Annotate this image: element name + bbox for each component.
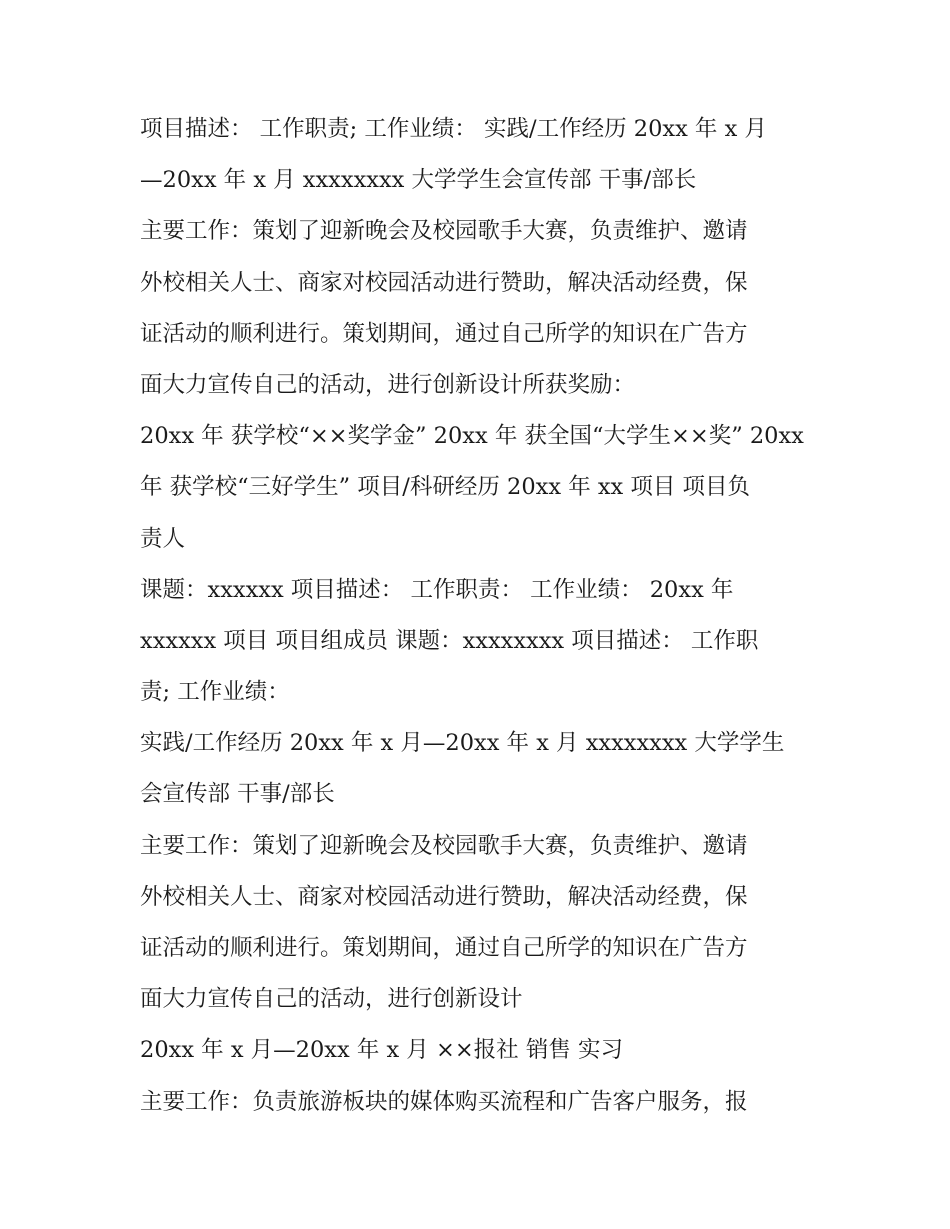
text-line: 责; 工作业绩： (140, 679, 290, 706)
text-line: 20xx 年 x 月—20xx 年 x 月 ××报社 销售 实习 (140, 1037, 623, 1064)
text-line: 面大力宣传自己的活动，进行创新设计所获奖励： (140, 371, 636, 398)
text-line: 责人 (140, 525, 186, 552)
text-line: 实践/工作经历 20xx 年 x 月—20xx 年 x 月 xxxxxxxx 大学学生 (140, 730, 785, 757)
text-line: xxxxxx 项目 项目组成员 课题：xxxxxxxx 项目描述： 工作职 (140, 627, 759, 654)
text-line: —20xx 年 x 月 xxxxxxxx 大学学生会宣传部 干事/部长 (140, 167, 697, 194)
text-line: 面大力宣传自己的活动，进行创新设计 (140, 986, 523, 1013)
text-line: 证活动的顺利进行。策划期间，通过自己所学的知识在广告方 (140, 320, 748, 347)
text-line: 主要工作：策划了迎新晚会及校园歌手大赛，负责维护、邀请 (140, 218, 748, 245)
text-line: 20xx 年 获学校“××奖学金” 20xx 年 获全国“大学生××奖” 20xx (140, 423, 804, 450)
text-line: 课题：xxxxxx 项目描述： 工作职责： 工作业绩： 20xx 年 (140, 576, 734, 603)
text-line: 外校相关人士、商家对校园活动进行赞助，解决活动经费，保 (140, 883, 748, 910)
text-line: 年 获学校“三好学生” 项目/科研经历 20xx 年 xx 项目 项目负 (140, 474, 751, 501)
document-body (140, 104, 820, 1128)
text-line: 会宣传部 干事/部长 (140, 781, 335, 808)
text-line: 主要工作：策划了迎新晚会及校园歌手大赛，负责维护、邀请 (140, 832, 748, 859)
text-line: 证活动的顺利进行。策划期间，通过自己所学的知识在广告方 (140, 935, 748, 961)
text-line: 项目描述： 工作职责; 工作业绩： 实践/工作经历 20xx 年 x 月 (140, 116, 767, 142)
text-line: 主要工作：负责旅游板块的媒体购买流程和广告客户服务，报 (140, 1088, 748, 1115)
text-line: 外校相关人士、商家对校园活动进行赞助，解决活动经费，保 (140, 269, 748, 296)
